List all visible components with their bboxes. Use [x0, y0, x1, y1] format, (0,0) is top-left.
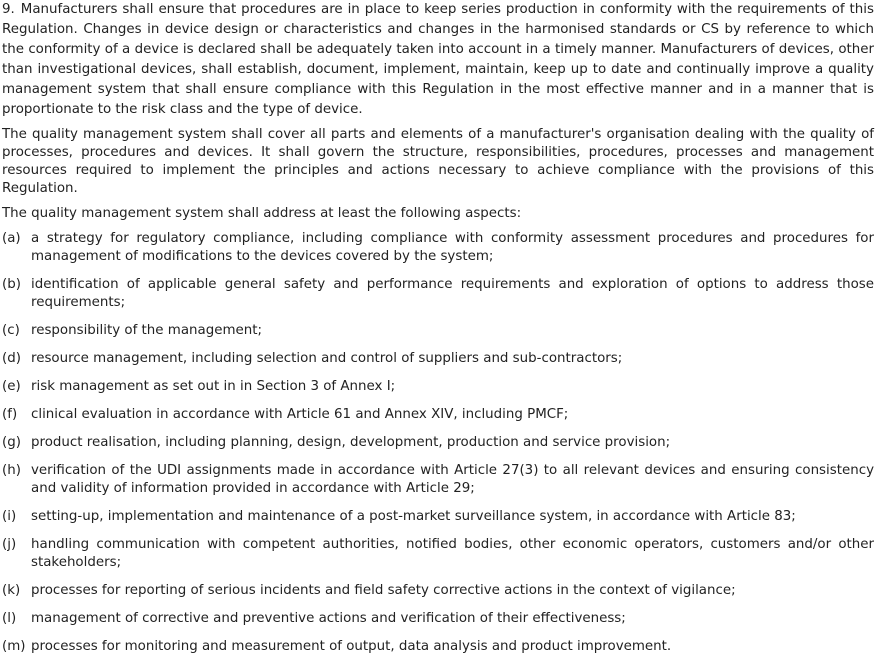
list-item-label: (a)	[2, 231, 21, 246]
list-item-label: (k)	[2, 583, 21, 598]
list-item-text: a strategy for regulatory compliance, including compliance with conformity assessment procedures and procedures for management of modifications to the devices covered by the system;	[31, 231, 874, 264]
list-item-text: processes for reporting of serious incidents and field safety corrective actions in the context of vigilance;	[31, 583, 736, 598]
list-item-text: identification of applicable general safety and performance requirements and exploration of options to address those requirements;	[31, 277, 874, 310]
list-item-text: handling communication with competent authorities, notified bodies, other economic operators, customers and/or other stakeholders;	[31, 537, 874, 570]
list-item-text: clinical evaluation in accordance with Article 61 and Annex XIV, including PMCF;	[31, 407, 569, 422]
qms-aspects-list	[2, 230, 874, 656]
list-item	[2, 462, 874, 498]
list-item-text: verification of the UDI assignments made in accordance with Article 27(3) to all relevant devices and ensuring consistency and validity of information provided in accordance with Article 29;	[31, 463, 874, 496]
list-item	[2, 378, 874, 396]
list-item-text: management of corrective and preventive actions and verification of their effectiveness;	[31, 611, 626, 626]
qms-aspects-lead: The quality management system shall address at least the following aspects:	[2, 206, 522, 221]
list-item	[2, 322, 874, 340]
list-item	[2, 230, 874, 266]
list-item-label: (c)	[2, 323, 20, 338]
list-item-label: (f)	[2, 407, 18, 422]
list-item-label: (m)	[2, 639, 26, 654]
list-item-label: (l)	[2, 611, 17, 626]
list-item-text: resource management, including selection and control of suppliers and sub-contractors;	[31, 351, 623, 366]
list-item-text: setting-up, implementation and maintenance of a post-market surveillance system, in accordance with Article 83;	[31, 509, 796, 524]
list-item	[2, 582, 874, 600]
list-item-text: processes for monitoring and measurement of output, data analysis and product improvement.	[31, 639, 672, 654]
list-item	[2, 610, 874, 628]
list-item-text: risk management as set out in in Section 3 of Annex I;	[31, 379, 396, 394]
list-item	[2, 536, 874, 572]
list-item	[2, 638, 874, 656]
list-item	[2, 350, 874, 368]
list-item-label: (h)	[2, 463, 21, 478]
list-item-label: (b)	[2, 277, 21, 292]
list-item	[2, 406, 874, 424]
list-item	[2, 508, 874, 526]
list-item-label: (d)	[2, 351, 21, 366]
section-9-intro	[2, 0, 874, 120]
list-item-label: (g)	[2, 435, 21, 450]
list-item-label: (j)	[2, 537, 17, 552]
list-item-text: product realisation, including planning, design, development, production and service provision;	[31, 435, 671, 450]
list-item-label: (e)	[2, 379, 21, 394]
section-number: 9.	[2, 2, 15, 17]
list-item-text: responsibility of the management;	[31, 323, 263, 338]
qms-scope-paragraph: The quality management system shall cover all parts and elements of a manufacturer's organisation dealing with the quality of processes, procedures and devices. It shall govern the structure, responsibilities, procedures, processes and management resources required to implement the principles and actions necessary to achieve compliance with the provisions of this Regulation.	[2, 127, 874, 196]
list-item	[2, 276, 874, 312]
list-item	[2, 434, 874, 452]
section-intro-text: Manufacturers shall ensure that procedures are in place to keep series production in conformity with the requirements of this Regulation. Changes in device design or characteristics and changes in the harmonised standards or CS by reference to which the conformity of a device is declared shall be adequately taken into account in a timely manner. Manufacturers of devices, other than investigational devices, shall establish, document, implement, maintain, keep up to date and continually improve a quality management system that shall ensure compliance with this Regulation in the most effective manner and in a manner that is proportionate to the risk class and the type of device.	[2, 2, 874, 117]
list-item-label: (i)	[2, 509, 17, 524]
